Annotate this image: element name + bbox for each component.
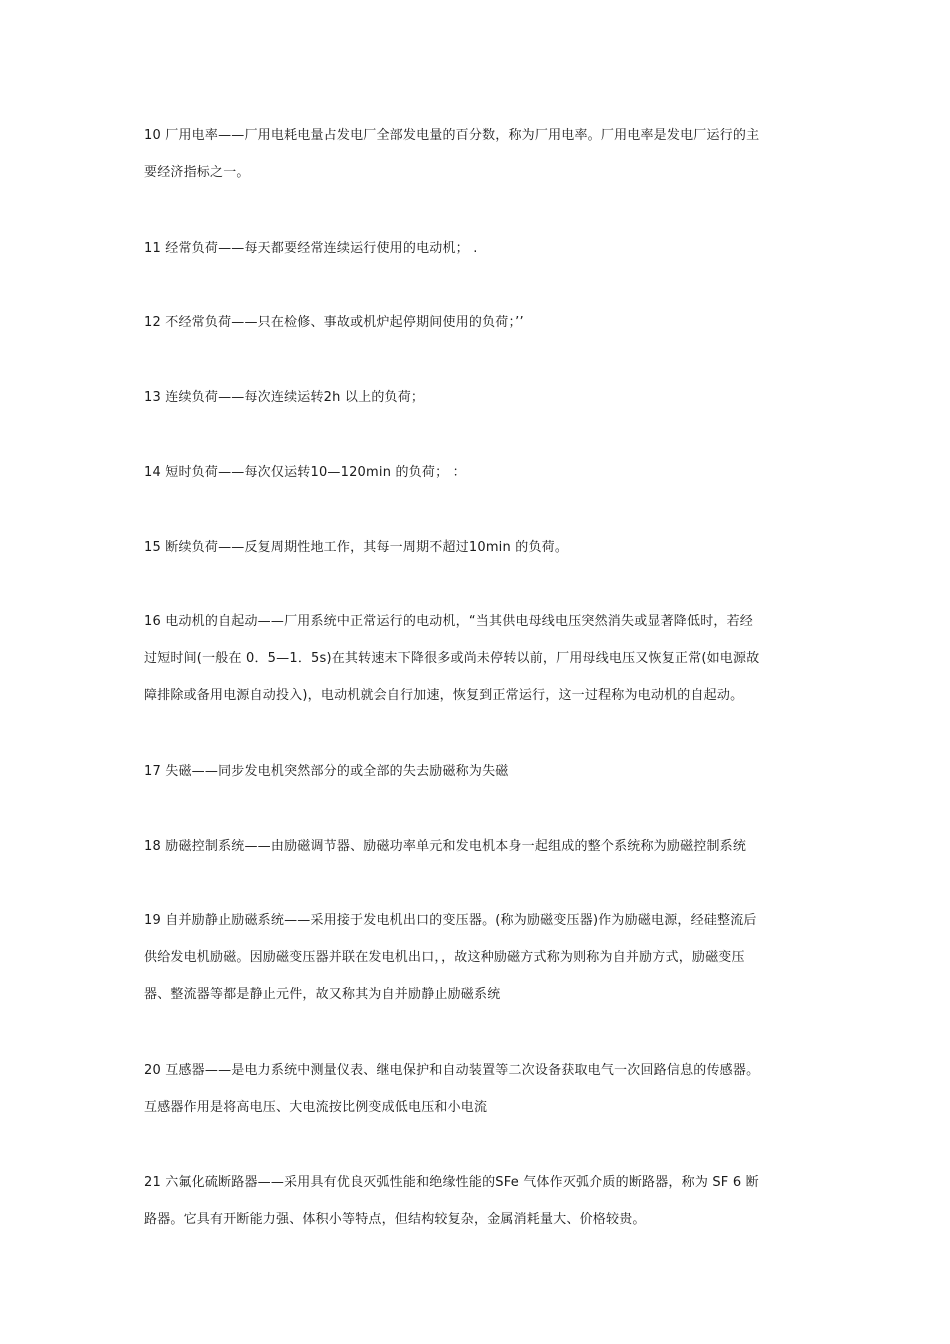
entry-17-line-1: 17 失磁——同步发电机突然部分的或全部的失去励磁称为失磁 — [144, 764, 509, 779]
entry-16-line-1: 16 电动机的自起动——厂用系统中正常运行的电动机，“当其供电母线电压突然消失或显著降低时，若经 — [144, 614, 754, 629]
entry-16-line-3: 障排除或备用电源自动投入)，电动机就会自行加速，恢复到正常运行，这一过程称为电动机的自起动。 — [144, 688, 744, 703]
entry-14-line-1: 14 短时负荷——每次仅运转10—120min 的负荷； ： — [144, 465, 466, 480]
entry-20-line-1: 20 互感器——是电力系统中测量仪表、继电保护和自动装置等二次设备获取电气一次回路信息的传感器。 — [144, 1063, 760, 1078]
entry-19-line-3: 器、整流器等都是静止元件，故又称其为自并励静止励磁系统 — [144, 987, 501, 1002]
entry-11-line-1: 11 经常负荷——每天都要经常连续运行使用的电动机； . — [144, 241, 478, 256]
entry-15-line-1: 15 断续负荷——反复周期性地工作，其每一周期不超过10min 的负荷。 — [144, 540, 569, 555]
entry-13-line-1: 13 连续负荷——每次连续运转2h 以上的负荷； — [144, 390, 425, 405]
entry-21-line-2: 路器。它具有开断能力强、体积小等特点，但结构较复杂，金属消耗量大、价格较贵。 — [144, 1212, 646, 1227]
entry-10-line-2: 要经济指标之一。 — [144, 165, 250, 180]
entry-12-line-1: 12 不经常负荷——只在检修、事故或机炉起停期间使用的负荷；’’ — [144, 315, 524, 330]
entry-18-line-1: 18 励磁控制系统——由励磁调节器、励磁功率单元和发电机本身一起组成的整个系统称为励磁控制系统 — [144, 839, 747, 854]
entry-19-line-1: 19 自并励静止励磁系统——采用接于发电机出口的变压器。(称为励磁变压器)作为励磁电源，经硅整流后 — [144, 913, 757, 928]
entry-19-line-2: 供给发电机励磁。因励磁变压器并联在发电机出口，，故这种励磁方式称为则称为自并励方式，励磁变压 — [144, 950, 745, 965]
entry-16-line-2: 过短时间(一般在 0．5—1．5s)在其转速末下降很多或尚未停转以前，厂用母线电压又恢复正常(如电源故 — [144, 651, 760, 666]
entry-21-line-1: 21 六氟化硫断路器——采用具有优良灭弧性能和绝缘性能的SFe 气体作灭弧介质的断路器，称为 SF 6 断 — [144, 1175, 759, 1190]
entry-10-line-1: 10 厂用电率——厂用电耗电量占发电厂全部发电量的百分数，称为厂用电率。厂用电率是发电厂运行的主 — [144, 128, 760, 143]
entry-20-line-2: 互感器作用是将高电压、大电流按比例变成低电压和小电流 — [144, 1100, 488, 1115]
